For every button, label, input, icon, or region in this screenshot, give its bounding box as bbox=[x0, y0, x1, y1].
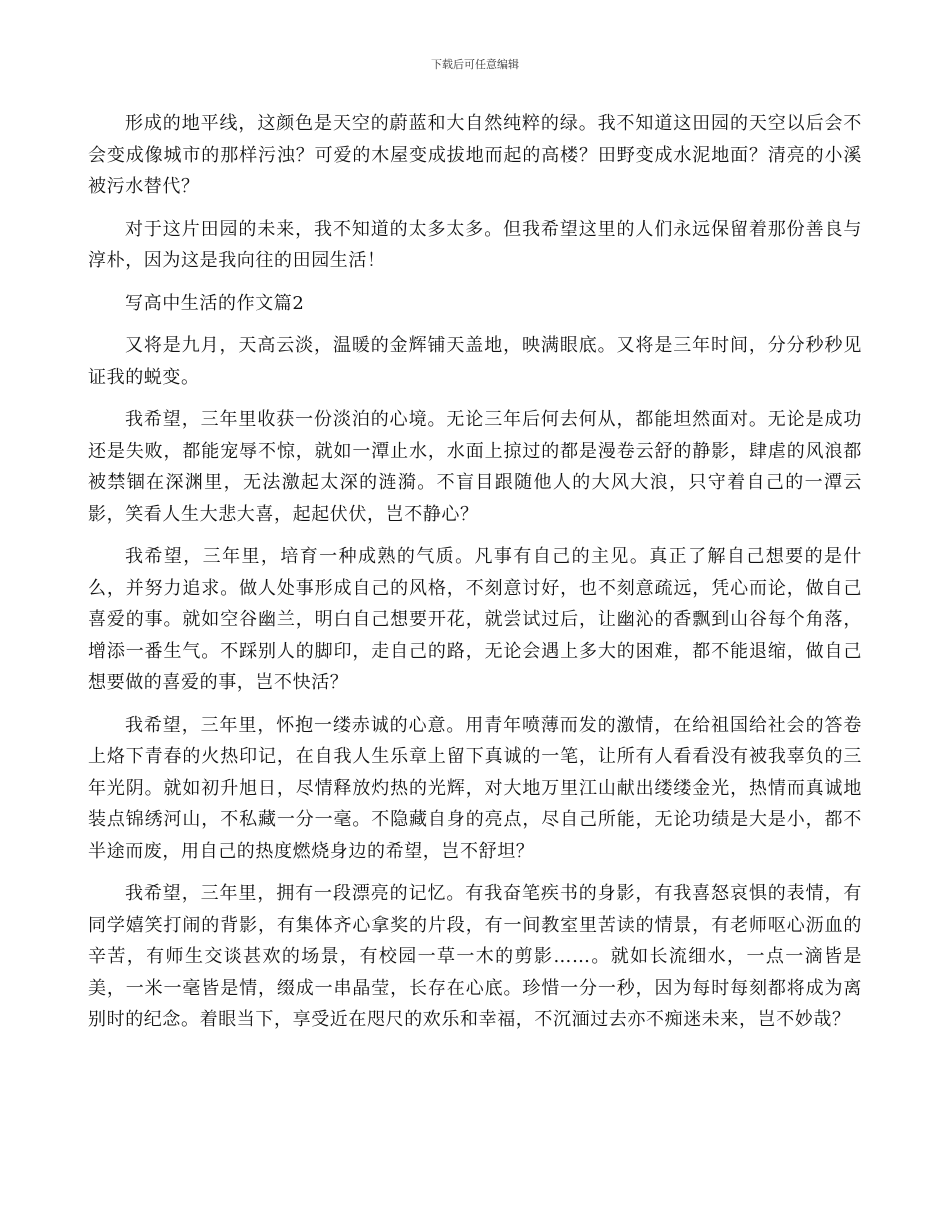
paragraph-landscape-ending: 形成的地平线，这颜色是天空的蔚蓝和大自然纯粹的绿。我不知道这田园的天空以后会不会变成像城市的那样污浊？可爱的木屋变成拔地而起的高楼？田野变成水泥地面？清亮的小溪被污水替代？ bbox=[88, 113, 862, 197]
page-header-note: 下载后可任意编辑 bbox=[431, 58, 519, 71]
document-body bbox=[88, 108, 862, 1047]
paragraph-calm-mind: 我希望，三年里收获一份淡泊的心境。无论三年后何去何从，都能坦然面对。无论是成功还是失败，都能宠辱不惊，就如一潭止水，水面上掠过的都是漫卷云舒的静影，肆虐的风浪都被禁锢在深渊里，无法激起太深的涟漪。不盲目跟随他人的大风大浪，只守着自己的一潭云影，笑看人生大悲大喜，起起伏伏，岂不静心？ bbox=[88, 409, 862, 525]
paragraph-sincere-heart: 我希望，三年里，怀抱一缕赤诚的心意。用青年喷薄而发的激情，在给祖国给社会的答卷上烙下青春的火热印记，在自我人生乐章上留下真诚的一笔，让所有人看看没有被我辜负的三年光阴。就如初升旭日，尽情释放灼热的光辉，对大地万里江山献出缕缕金光，热情而真诚地装点锦绣河山，不私藏一分一毫。不隐藏自身的亮点，尽自己所能，无论功绩是大是小，都不半途而废，用自己的热度燃烧身边的希望，岂不舒坦？ bbox=[88, 714, 862, 862]
paragraph-mature-temperament: 我希望，三年里，培育一种成熟的气质。凡事有自己的主见。真正了解自己想要的是什么，并努力追求。做人处事形成自己的风格，不刻意讨好，也不刻意疏远，凭心而论，做自己喜爱的事。就如空谷幽兰，明白自己想要开花，就尝试过后，让幽沁的香飘到山谷每个角落，增添一番生气。不踩别人的脚印，走自己的路，无论会遇上多大的困难，都不能退缩，做自己想要做的喜爱的事，岂不快活？ bbox=[88, 546, 862, 693]
paragraph-future-of-countryside: 对于这片田园的未来，我不知道的太多太多。但我希望这里的人们永远保留着那份善良与淳朴，因为这是我向往的田园生活！ bbox=[88, 218, 862, 271]
paragraph-beautiful-memories: 我希望，三年里，拥有一段漂亮的记忆。有我奋笔疾书的身影，有我喜怒哀惧的表情，有同学嬉笑打闹的背影，有集体齐心拿奖的片段，有一间教室里苦读的情景，有老师呕心沥血的辛苦，有师生交谈甚欢的场景，有校园一草一木的剪影……。就如长流细水，一点一滴皆是美，一米一毫皆是情，缀成一串晶莹，长存在心底。珍惜一分一秒，因为每时每刻都将成为离别时的纪念。着眼当下，享受近在咫尺的欢乐和幸福，不沉湎过去亦不痴迷未来，岂不妙哉？ bbox=[88, 883, 862, 1030]
paragraph-september-opening: 又将是九月，天高云淡，温暖的金辉铺天盖地，映满眼底。又将是三年时间，分分秒秒见证我的蜕变。 bbox=[88, 335, 862, 388]
essay-title: 写高中生活的作文篇2 bbox=[125, 292, 305, 314]
